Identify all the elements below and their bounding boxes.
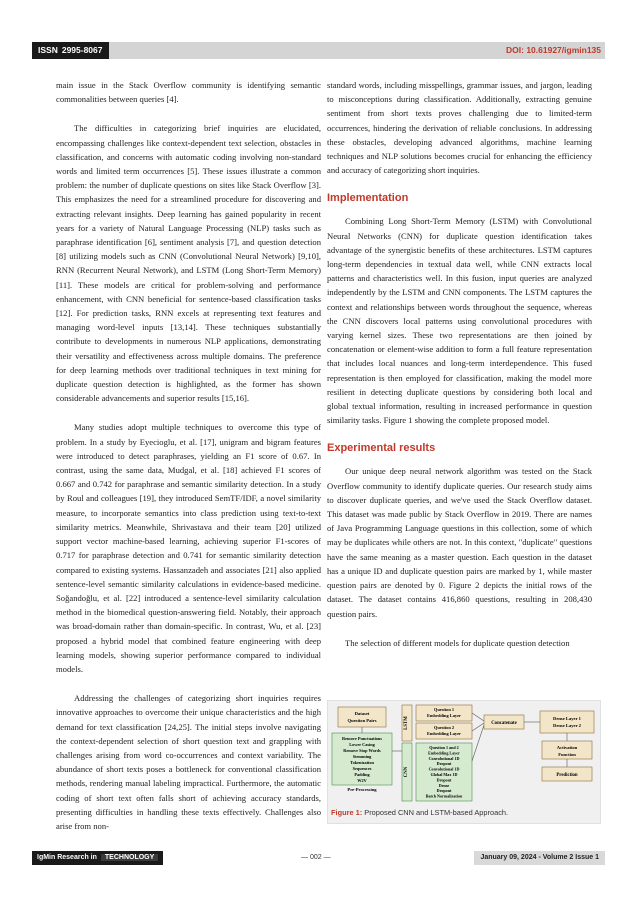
- footer-publisher: [32, 851, 163, 865]
- results-heading: Experimental results: [327, 442, 436, 455]
- prediction-text: Prediction: [556, 773, 578, 778]
- implementation-heading: Implementation: [327, 192, 409, 205]
- diagram-step-text: Dropout: [436, 761, 452, 767]
- dataset-text: Dataset: [354, 711, 370, 716]
- doi-link[interactable]: DOI: 10.61927/igmin135: [506, 45, 601, 55]
- question1-text: Embedding Layer: [426, 713, 462, 718]
- paragraph: Addressing the challenges of categorizing short inquiries requires innovative approaches to overcome their unique characteristics and the high demand for text classification [24,25]. The initial steps involve navigating the context-dependent selection of short question text and grappling with challenges arising from word co-occurrences and context variability. The abundance of short texts poses a bottleneck for conventional classification methods, rendering manual labeling impractical. Furthermore, the automatic coding of short text often falls short of achieving accuracy standards, presenting difficulties in handling these texts effectively. Challenges also arise from non-: [56, 693, 321, 831]
- activation-text: Function: [558, 752, 576, 757]
- footer-date: January 09, 2024 - Volume 2 Issue 1: [474, 851, 605, 865]
- caption-text: Proposed CNN and LSTM-based Approach.: [364, 808, 509, 817]
- dataset-box: [338, 707, 386, 727]
- diagram-step-text: Remove Punctuations: [342, 736, 382, 741]
- diagram-step-text: Embedding Layer: [428, 750, 460, 756]
- paragraph: Many studies adopt multiple techniques to overcome this type of problem. In a study by Eyecioglu, et al. [17], unigram and bigram features were introduced to detect paraphrases, yielding an F1 score of 0.67. In contrast, using the same data, Mudgal, et al. [18] achieved F1 scores of 0.667 and 0.742 for paraphrase and semantic similarity detection. In a study by Roul and colleagues [19], they introduced SemTF/IDF, a novel similarity measure, to incorporate semantics into class prediction using text-to-text similarity metrics. Meanwhile, Shrivastava and their team [20] utilized support vector machine-based learning, achieving superior F1-scores of 0.717 for paraphrase detection and 0.741 for semantic similarity detection compared to existing systems. Hassanzadeh and associates [21] also applied sentence-level semantic similarity calculations in evidence-based medicine. Soğandoğlu, et al. [22] introduced a sentence-level similarity calculation method in the biomedical question-answering field. Notably, their approach was broad-domain rather than domain-specific. In contrast, Wu, et al. [23] proposed a hybrid model that combined feature engineering with deep learning models, showing superior performance compared to individual models.: [56, 422, 321, 674]
- diagram-step-text: Batch Normalization: [425, 793, 463, 799]
- arrow: [472, 713, 484, 721]
- question2-text: Question 2: [433, 725, 455, 730]
- diagram-step-text: Tokenization: [350, 760, 374, 765]
- concatenate-text: Concatenate: [491, 721, 517, 726]
- diagram-step-text: Convolutional 1D: [428, 766, 460, 772]
- dense-box: [540, 711, 594, 733]
- lstm-label: LSTM: [404, 716, 409, 730]
- issn-badge: [32, 42, 109, 59]
- question2-text: Embedding Layer: [426, 731, 462, 736]
- paragraph: The selection of different models for duplicate question detection: [345, 637, 570, 648]
- diagram-step-text: Dropout: [436, 777, 452, 783]
- figure-1: [327, 700, 601, 824]
- issn-label: ISSN: [38, 45, 58, 55]
- left-column: [56, 78, 321, 848]
- right-column: [327, 78, 592, 665]
- caption-label: Figure 1:: [331, 808, 363, 817]
- question1-text: Question 1: [433, 707, 455, 712]
- section-badge: TECHNOLOGY: [101, 854, 158, 861]
- diagram-step-text: Remove Stop Words: [343, 748, 381, 753]
- preprocessing-label: Pre-Processing: [347, 787, 377, 792]
- diagram-step-text: W2V: [357, 778, 367, 783]
- dataset-text: Question Pairs: [347, 718, 377, 723]
- diagram-step-text: Dense: [438, 782, 450, 788]
- paragraph: main issue in the Stack Overflow community is identifying semantic commonalities between queries [4].: [56, 80, 321, 105]
- figure-caption: [331, 808, 508, 817]
- paragraph: The difficulties in categorizing brief inquiries are elucidated, encompassing challenges like context-dependent text selection, obstacles in classification, and concerns with automatic coding involving non-standard words and limited term occurrences [5]. These issues illustrate a common problem: the number of duplicate questions on sites like Stack Overflow [3]. This emphasizes the need for a streamlined procedure for discovering and extracting relevant insights. Deep learning has gained popularity in recent years for a variety of Natural Language Processing (NLP) tasks such as paraphrase identification [6], sentiment analysis [7], and question detection [8] utilizing models such as CNN (Convolutional Neural Network) [9,10], RNN (Recurrent Neural Network), and LSTM (Long Short-Term Memory) [11]. These models are critical for problem-solving and performance enhancement, with CNN beneficial for sentence-based classification tasks [12]. For prediction tasks, RNN excels at representing text features and managing word-level inputs [13,14]. These techniques substantially contribute to developments in numerous NLP applications, demonstrating their versatility and effectiveness across multiple domains. The preference for deep learning methods over traditional techniques in text mining for duplicate question detection is highlighted, as the former has shown considerable advancements and superior results [15,16].: [56, 123, 321, 404]
- diagram-step-text: Global Max 1D: [430, 772, 458, 777]
- paragraph: Our unique deep neural network algorithm was tested on the Stack Overflow community to identify duplicate queries. Our research study aims to discover duplicate queries, and we've used the Stack Overflow dataset. This dataset was made public by Stack Overflow in 2019. There are names of Java Programming Language questions in this collection, some of which may be duplicates while others are not. In this context, "duplicate" questions have the same meaning as a master question. Each question in the dataset has a unique ID and duplicate question pairs are marked by 1, while master question pairs are denoted by 0. Figure 2 depicts the initial rows of the dataset. The dataset contains 416,860 questions, resulting in 208,430 question pairs.: [327, 466, 592, 619]
- diagram-step-text: Stemming: [352, 754, 372, 759]
- page-number-value: 002: [309, 854, 322, 861]
- activation-text: Activation: [556, 745, 578, 750]
- paragraph: Combining Long Short-Term Memory (LSTM) with Convolutional Neural Networks (CNN) for duplicate question identification takes advantage of the synergistic benefits of these architectures. LSTM captures long-term dependencies in textual data well, while CNN extracts local patterns and characteristics well. In this fusion, input queries are analyzed independently by the LSTM and CNN components. The LSTM captures the context and relationships between words throughout the sequence, whereas the CNN discovers local patterns using convolutional procedures with varying kernel sizes. These two representations are then joined by concatenation or element-wise addition to form a full feature representation that includes local nuances and long-term interdependence. This fused representation is then employed for classification, making the model more resilient in detecting duplicate questions by considering both local and global textual information, resulting in increased performance in question similarity tasks. Figure 1 showing the complete proposed model.: [327, 216, 592, 426]
- architecture-diagram: [328, 701, 600, 805]
- page-number: — 002 —: [301, 854, 331, 861]
- dense-text: Dense Layer 1: [553, 716, 581, 721]
- diagram-step-text: Dropout: [436, 788, 452, 794]
- issn-number: 2995-8067: [61, 45, 103, 55]
- paragraph: standard words, including misspellings, grammar issues, and jargon, leading to misconceptions during classification. Additionally, extracting genuine sentiment from short texts proves challenging due to limited-term occurrences, hindering the derivation of reliable conclusions. In addressing these obstacles, developing advanced algorithms, machine learning techniques and NLP solutions becomes crucial for enhancing the efficiency and accuracy of categorizing short inquiries.: [327, 80, 592, 176]
- diagram-step-text: Convolutional 1D: [428, 755, 460, 761]
- publisher-name: IgMin Research in: [37, 854, 97, 861]
- diagram-step-text: Question 1 and 2: [429, 745, 459, 750]
- diagram-step-text: Padding: [354, 772, 370, 777]
- cnn-label: CNN: [404, 766, 409, 778]
- diagram-step-text: Sequences: [352, 766, 372, 771]
- arrow: [472, 725, 484, 761]
- diagram-step-text: Lower Casing: [349, 742, 375, 747]
- dense-text: Dense Layer 2: [553, 723, 581, 728]
